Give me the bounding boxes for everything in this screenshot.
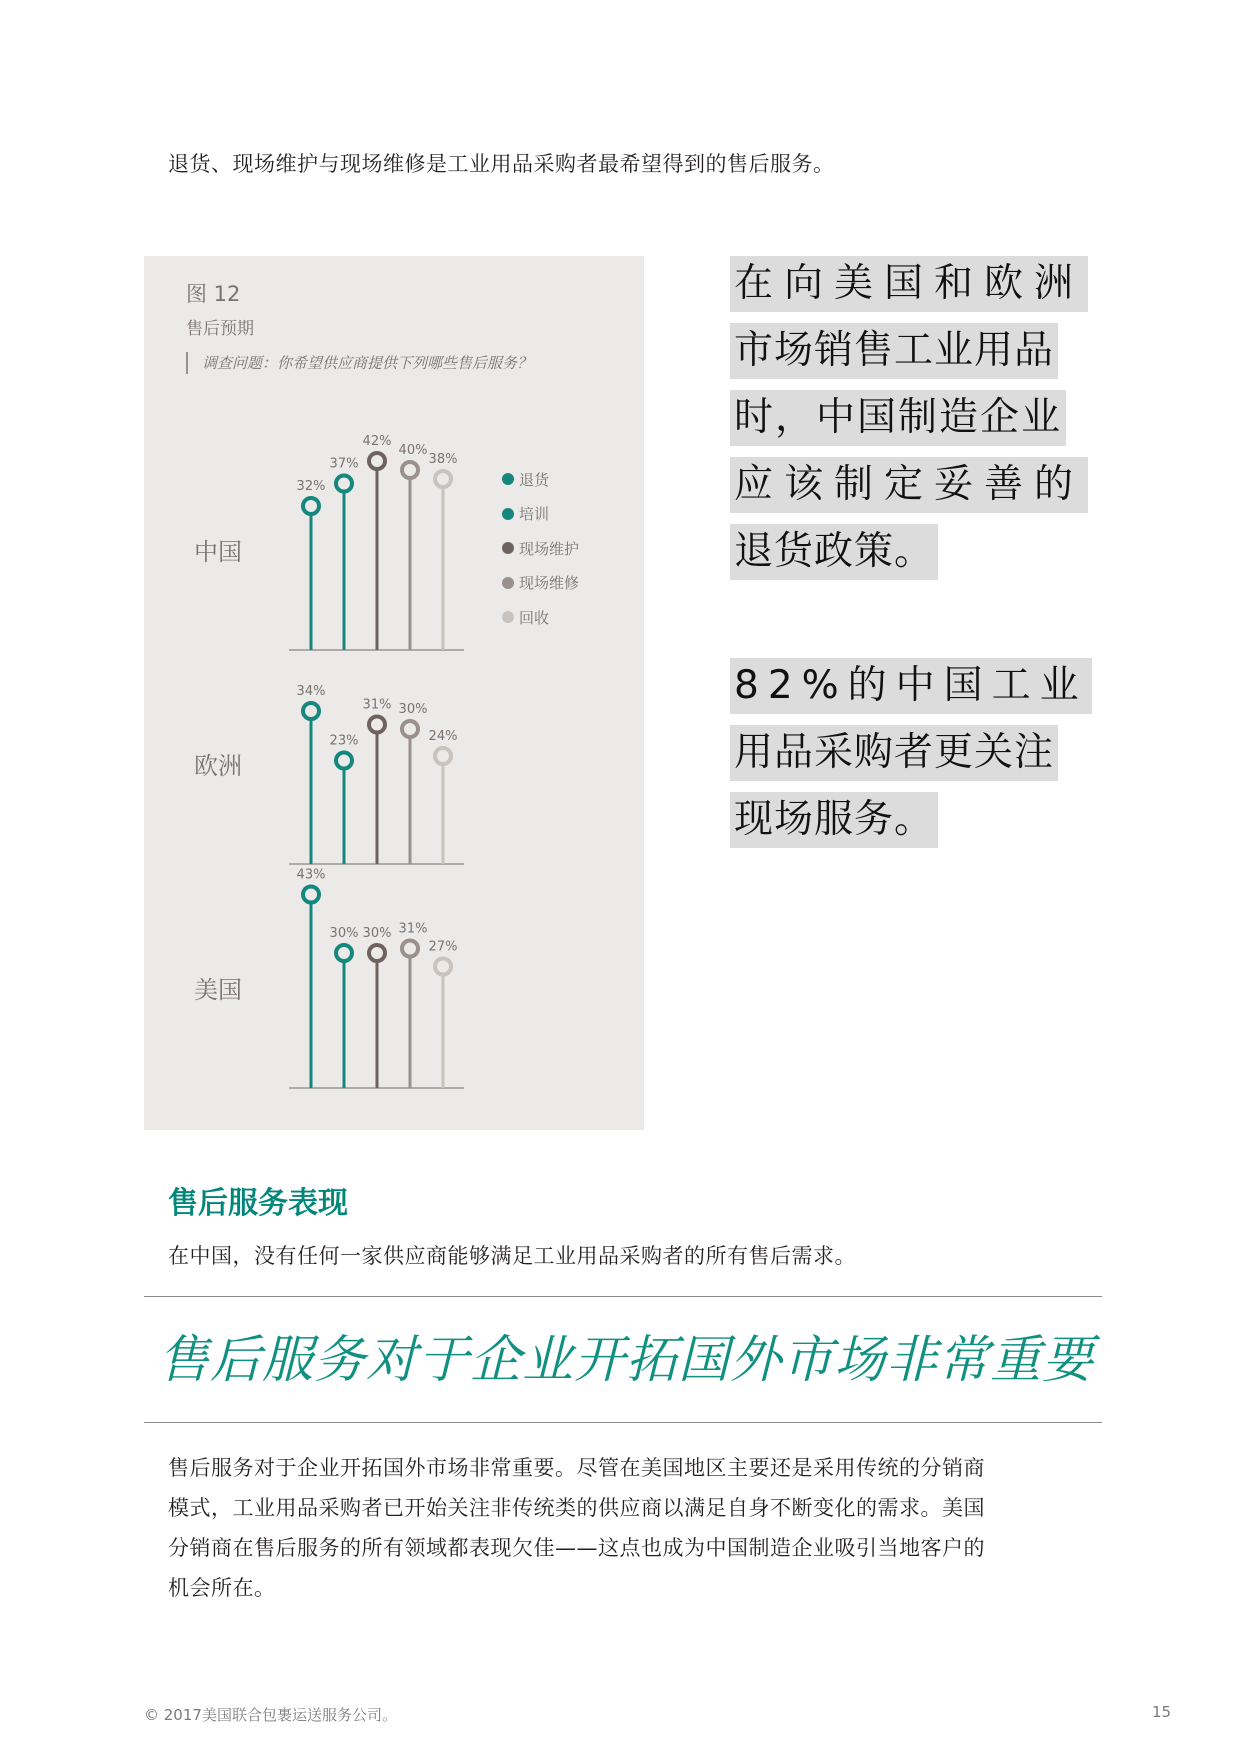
page-number: 15 — [1152, 1703, 1172, 1721]
copyright-footer: © 2017美国联合包裹运送服务公司。 — [144, 1706, 397, 1724]
value-label: 38% — [428, 452, 458, 467]
section-text: 在中国，没有任何一家供应商能够满足工业用品采购者的所有售后需求。 — [168, 1244, 856, 1268]
legend-label: 退货 — [519, 470, 550, 489]
pull-quote-line: 市场销售工业用品 — [730, 323, 1058, 379]
legend-item — [502, 566, 579, 601]
value-label: 23% — [329, 733, 359, 749]
legend-dot-icon — [502, 508, 514, 520]
value-label: 43% — [296, 867, 326, 883]
pull-quote-line: 退货政策。 — [730, 524, 938, 580]
value-label: 27% — [428, 939, 458, 955]
paragraph-line: 模式，工业用品采购者已开始关注非传统类的供应商以满足自身不断变化的需求。美国 — [168, 1496, 985, 1520]
value-label: 30% — [329, 926, 359, 941]
pull-quote-line: 82%的中国工业 — [730, 658, 1092, 714]
legend-label: 培训 — [519, 505, 550, 524]
lollipop-head — [369, 717, 385, 733]
legend-dot-icon — [502, 577, 514, 589]
figure-number: 图 12 — [186, 282, 241, 306]
legend-dot-icon — [502, 542, 514, 554]
region-label: 欧洲 — [194, 752, 242, 780]
section-heading: 售后服务表现 — [168, 1186, 348, 1221]
survey-question: 调查问题：你希望供应商提供下列哪些售后服务？ — [186, 352, 532, 374]
legend-dot-icon — [502, 611, 514, 623]
lollipop-head — [402, 462, 418, 478]
legend-item — [502, 462, 579, 497]
value-label: 30% — [362, 926, 392, 941]
value-label: 31% — [398, 921, 428, 937]
legend-label: 现场维护 — [519, 539, 580, 558]
legend-label: 回收 — [519, 608, 550, 627]
chart-legend — [502, 462, 579, 635]
pull-quote-return-policy — [730, 256, 1088, 591]
region-label: 美国 — [194, 976, 242, 1004]
lollipop-head — [303, 703, 319, 719]
feature-title: 售后服务对于企业开拓国外市场非常重要 — [158, 1331, 1095, 1390]
lollipop-head — [336, 753, 352, 769]
legend-item — [502, 600, 579, 635]
value-label: 32% — [296, 479, 326, 494]
figure-title: 售后预期 — [186, 319, 254, 339]
pull-quote-line: 现场服务。 — [730, 792, 938, 848]
lollipop-head — [336, 945, 352, 961]
pull-quote-line: 在向美国和欧洲 — [730, 256, 1088, 312]
lollipop-head — [336, 476, 352, 492]
pull-quote-line: 时，中国制造企业 — [730, 390, 1066, 446]
lollipop-head — [435, 959, 451, 975]
divider-top — [144, 1296, 1102, 1297]
paragraph-line: 售后服务对于企业开拓国外市场非常重要。尽管在美国地区主要还是采用传统的分销商 — [168, 1456, 985, 1480]
divider-bottom — [144, 1422, 1102, 1423]
legend-item — [502, 497, 579, 532]
figure-12 — [144, 256, 644, 1130]
lollipop-chart — [144, 256, 644, 1130]
value-label: 31% — [362, 697, 392, 713]
value-label: 40% — [398, 443, 428, 458]
region-label: 中国 — [194, 538, 242, 566]
pull-quote-line: 用品采购者更关注 — [730, 725, 1058, 781]
intro-sentence: 退货、现场维护与现场维修是工业用品采购者最希望得到的售后服务。 — [168, 152, 835, 176]
body-paragraph — [168, 1448, 1088, 1608]
value-label: 30% — [398, 702, 428, 717]
pull-quote-line: 应该制定妥善的 — [730, 457, 1088, 513]
lollipop-head — [402, 941, 418, 957]
value-label: 42% — [362, 434, 392, 449]
lollipop-head — [402, 721, 418, 737]
paragraph-line: 机会所在。 — [168, 1576, 276, 1600]
value-label: 24% — [428, 729, 458, 744]
paragraph-line: 分销商在售后服务的所有领域都表现欠佳——这点也成为中国制造企业吸引当地客户的 — [168, 1536, 985, 1560]
lollipop-head — [369, 945, 385, 961]
pull-quote-onsite-service — [730, 658, 1092, 859]
value-label: 34% — [296, 684, 326, 699]
lollipop-head — [303, 887, 319, 903]
lollipop-head — [369, 453, 385, 469]
legend-item — [502, 531, 579, 566]
lollipop-head — [303, 498, 319, 514]
lollipop-head — [435, 748, 451, 764]
value-label: 37% — [329, 456, 359, 472]
legend-dot-icon — [502, 473, 514, 485]
legend-label: 现场维修 — [519, 574, 580, 593]
lollipop-head — [435, 471, 451, 487]
